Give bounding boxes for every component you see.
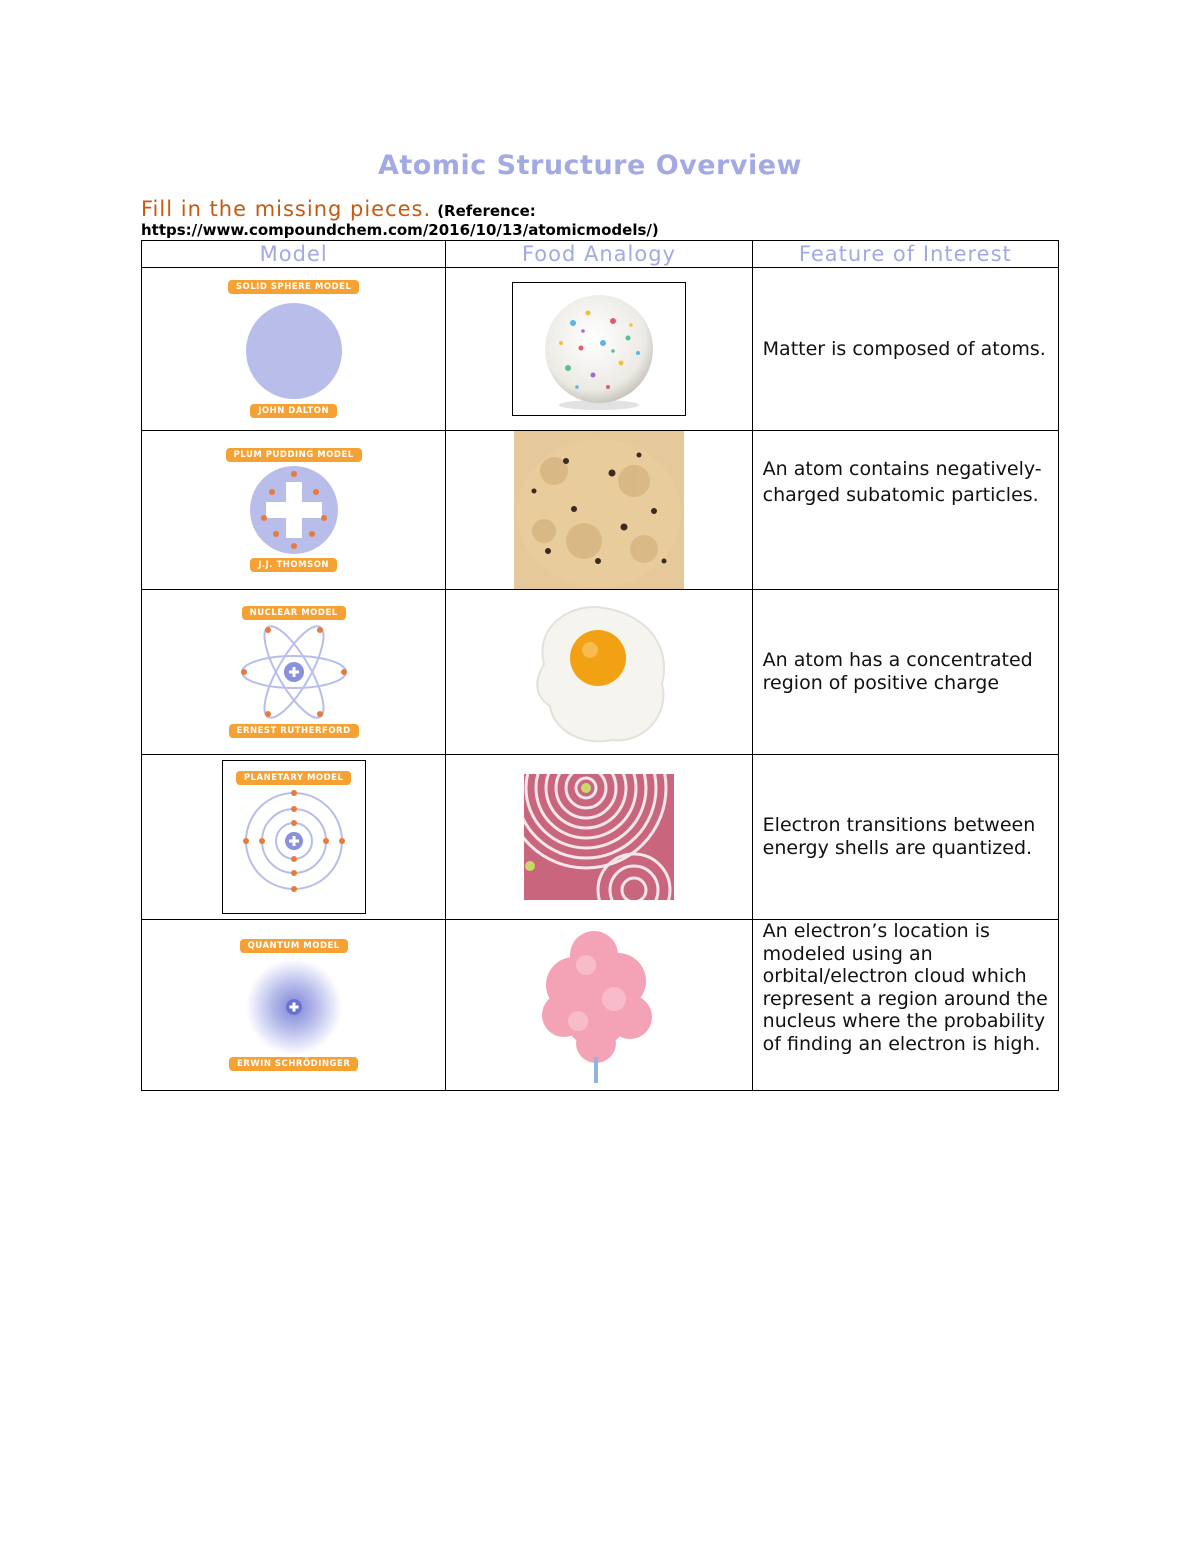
instruction-line: [141, 197, 536, 221]
table-header-row: [142, 241, 1059, 268]
food-cell: [446, 431, 751, 589]
feature-text: An electron’s location is modeled using an orbital/electron cloud which represent a region around the nucleus where the probability of finding an electron is high.: [762, 920, 1048, 1055]
model-cell: [142, 431, 445, 589]
column-header-feature: Feature of Interest: [752, 241, 1058, 268]
table-row: [142, 920, 1059, 1091]
scientist-tag: ERWIN SCHRÖDINGER: [229, 1057, 358, 1071]
feature-cell: [753, 431, 1058, 589]
model-cell: [142, 590, 445, 754]
feature-cell: [753, 590, 1058, 754]
red-onion-image: [524, 774, 674, 900]
solid-sphere-model-image: [239, 294, 349, 404]
model-tag: QUANTUM MODEL: [240, 939, 348, 953]
food-cell: [446, 268, 751, 430]
page-title: Atomic Structure Overview: [378, 150, 802, 181]
jawbreaker-candy-image: [512, 282, 686, 416]
model-cell: [142, 268, 445, 430]
atomic-models-table: [141, 240, 1059, 1091]
model-tag: NUCLEAR MODEL: [242, 606, 346, 620]
model-tag: SOLID SPHERE MODEL: [228, 280, 360, 294]
feature-text: Matter is composed of atoms.: [762, 337, 1046, 360]
table-row: [142, 431, 1059, 590]
food-cell: [446, 920, 751, 1090]
nuclear-model-image: [236, 620, 352, 724]
model-tag: PLUM PUDDING MODEL: [226, 448, 362, 462]
food-cell: [446, 755, 751, 919]
model-cell: [142, 755, 445, 919]
table-row: [142, 755, 1059, 920]
model-tag: PLANETARY MODEL: [236, 771, 352, 785]
planetary-model-frame: [222, 760, 366, 914]
food-cell: [446, 590, 751, 754]
column-header-model: Model: [142, 241, 446, 268]
fried-egg-image: [524, 594, 674, 750]
scientist-tag: ERNEST RUTHERFORD: [229, 724, 359, 738]
table-row: [142, 268, 1059, 431]
quantum-model-image: [244, 953, 344, 1057]
feature-cell: [753, 268, 1058, 430]
column-header-food-analogy: Food Analogy: [446, 241, 752, 268]
cookie-dough-image: [514, 431, 684, 589]
cotton-candy-image: [534, 925, 664, 1085]
model-cell: [142, 920, 445, 1090]
instruction-text: Fill in the missing pieces.: [141, 197, 432, 221]
plum-pudding-model-image: [244, 462, 344, 558]
scientist-tag: J.J. THOMSON: [250, 558, 337, 572]
feature-cell: [753, 920, 1058, 1090]
scientist-tag: JOHN DALTON: [250, 404, 337, 418]
reference-url[interactable]: https://www.compoundchem.com/2016/10/13/atomicmodels/): [141, 221, 659, 239]
feature-text: Electron transitions between energy shells are quantized.: [762, 814, 1036, 859]
reference-label: (Reference:: [437, 202, 536, 220]
table-row: [142, 590, 1059, 755]
feature-text: An atom contains negatively-charged subatomic particles.: [762, 458, 1042, 506]
feature-cell: [753, 755, 1058, 919]
feature-text: An atom has a concentrated region of positive charge: [762, 649, 1033, 694]
planetary-model-image: [239, 785, 349, 895]
